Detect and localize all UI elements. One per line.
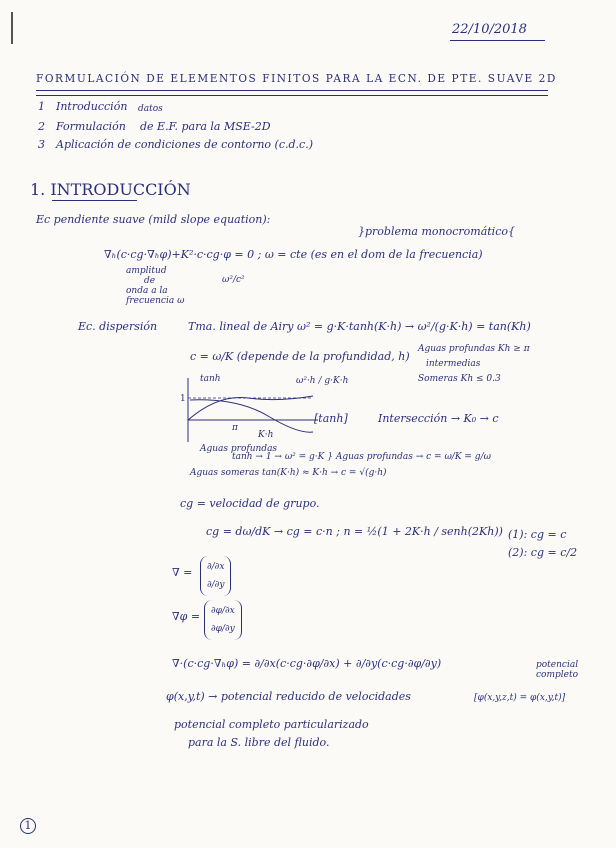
page-title: FORMULACIÓN DE ELEMENTOS FINITOS PARA LA ECN. DE PTE. SUAVE 2D (36, 72, 557, 85)
nabla-phi-label: ∇φ = (172, 610, 201, 623)
graph-label-one: 1 (180, 394, 186, 404)
index-item-2-extra: de E.F. para la MSE-2D (140, 120, 271, 133)
divergence-equation: ∇·(c·cg·∇ₕφ) = ∂/∂x(c·cg·∂φ/∂x) + ∂/∂y(c·cg·∂φ/∂y) (172, 657, 442, 670)
section-heading: 1. INTRODUCCIÓN (30, 180, 191, 199)
margin-mark (11, 12, 19, 30)
intersection-note: Intersección → K₀ → c (378, 412, 499, 425)
graph-label-kh: K·h (258, 430, 274, 440)
graph-label-pi: π (232, 423, 238, 433)
nabla-vector: ∂/∂x ∂/∂y (200, 556, 231, 596)
dispersion-equation: Tma. lineal de Airy ω² = g·K·tanh(K·h) → ω²/(g·K·h) = tan(Kh) (188, 320, 531, 333)
tanh-box: [tanh] (314, 412, 348, 425)
full-potential-note: potencial completo (536, 660, 579, 680)
index-num-3: 3 (38, 138, 45, 151)
nabla-label: ∇ = (172, 566, 193, 579)
index-num-2: 2 (38, 120, 45, 133)
group-velocity-limit-1: (1): cg = c (508, 528, 567, 541)
group-velocity-label: cg = velocidad de grupo. (180, 497, 320, 510)
group-velocity-equation: cg = dω/dK → cg = c·n ; n = ½(1 + 2K·h / senh(2Kh)) (206, 525, 503, 538)
monochromatic-note: }problema monocromático{ (358, 225, 515, 238)
bullet-mild-slope: Ec pendiente suave (mild slope equation): (36, 213, 271, 226)
date: 22/10/2018 (452, 22, 527, 37)
nabla-phi-vector: ∂φ/∂x ∂φ/∂y (204, 600, 242, 640)
group-velocity-limit-2: (2): cg = c/2 (508, 546, 578, 559)
potential-note-1: potencial completo particularizado (174, 718, 369, 731)
index-item-3: Aplicación de condiciones de contorno (c.d.c.) (56, 138, 313, 151)
index-item-1-extra: datos (138, 104, 163, 114)
potential-note-2: para la S. libre del fluido. (188, 736, 330, 749)
shallow-water-line: Aguas someras tan(K·h) ≈ K·h → c = √(g·h) (190, 468, 387, 478)
index-item-2: Formulación (56, 120, 126, 133)
page-number: 1 (20, 818, 36, 834)
margin-mark (11, 30, 19, 44)
date-underline (450, 40, 545, 41)
deep-water-label: Aguas profundas (200, 444, 278, 454)
graph-label-tanh: tanh (200, 374, 221, 384)
graph-label-ratio: ω²·h / g·K·h (296, 376, 349, 386)
depth-regimes: Aguas profundas Kh ≥ π intermedias Someras Kh ≤ 0.3 (418, 344, 530, 384)
section-heading-underline (52, 200, 137, 201)
reduced-potential-line: φ(x,y,t) → potencial reducido de velocidades (166, 690, 411, 703)
title-underline-1 (36, 90, 548, 91)
title-underline-2 (36, 95, 548, 96)
dispersion-label: Ec. dispersión (78, 320, 158, 333)
deep-water-line: tanh → 1 → ω² = g·K } Aguas profundas → c = ω/K = g/ω (232, 452, 491, 462)
mild-slope-equation: ∇ₕ(c·cg·∇ₕφ)+K²·c·cg·φ = 0 ; ω = cte (es en el dom de la frecuencia) (104, 248, 483, 261)
index-item-1: Introducción (56, 100, 128, 113)
potential-bracket: [φ(x,y,z,t) = φ(x,y,t)] (474, 693, 566, 703)
omega-over-c-note: ω²/c² (222, 275, 245, 285)
amplitude-note: amplitud de onda a la frecuencia ω (126, 266, 185, 306)
celerity-equation: c = ω/K (depende de la profundidad, h) (190, 350, 410, 363)
index-num-1: 1 (38, 100, 45, 113)
